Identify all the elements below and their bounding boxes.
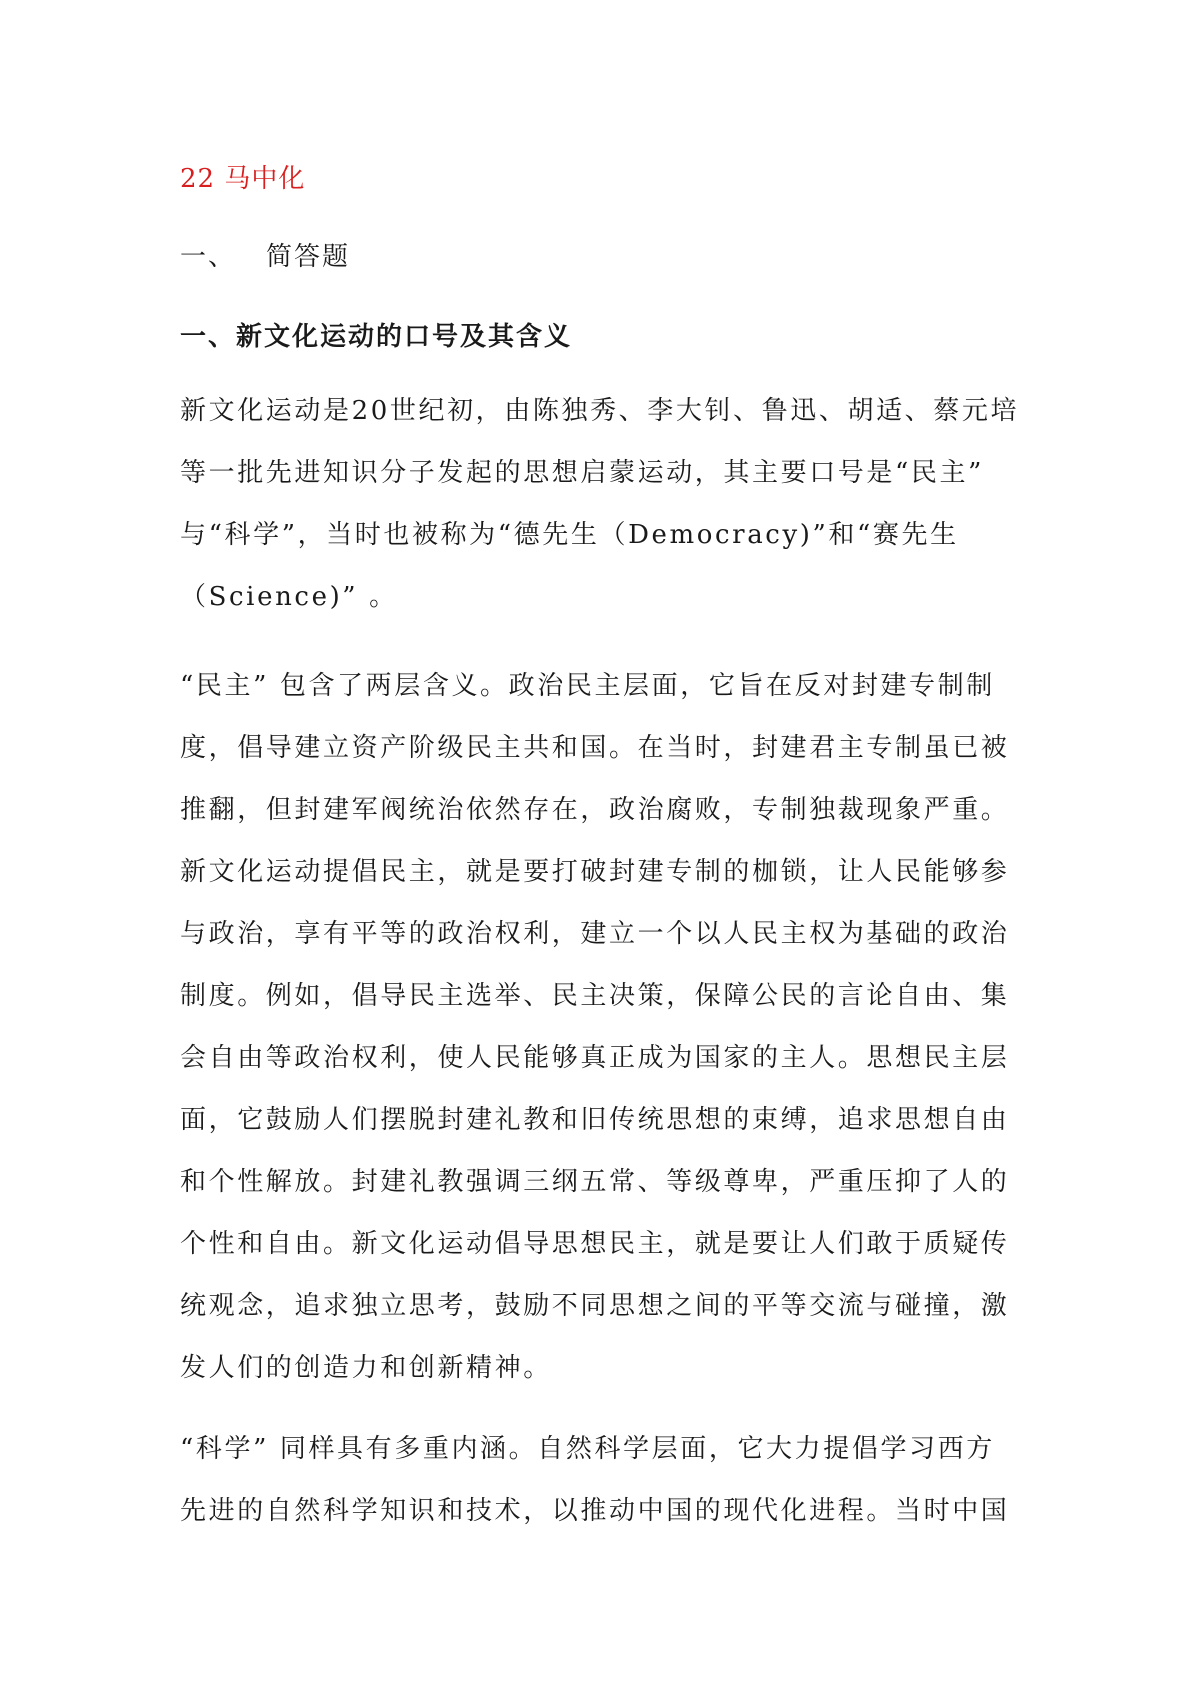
paragraph-line: 推翻，但封建军阀统治依然存在，政治腐败，专制独裁现象严重。 [180, 795, 1010, 825]
paragraph-line: 会自由等政治权利，使人民能够真正成为国家的主人。思想民主层 [180, 1043, 1010, 1073]
paragraph-line: 制度。例如，倡导民主选举、民主决策，保障公民的言论自由、集 [180, 981, 1010, 1011]
section-label [180, 236, 350, 273]
question-heading: 一、新文化运动的口号及其含义 [180, 322, 573, 352]
paragraph-line: 与政治，享有平等的政治权利，建立一个以人民主权为基础的政治 [180, 919, 1010, 949]
paragraph-line: （Science)” 。 [180, 582, 398, 612]
section-number: 一、 [180, 242, 237, 272]
paragraph-line: 和个性解放。封建礼教强调三纲五常、等级尊卑，严重压抑了人的 [180, 1167, 1010, 1197]
section-title: 简答题 [266, 242, 351, 272]
paragraph-line: 新文化运动提倡民主，就是要打破封建专制的枷锁，让人民能够参 [180, 857, 1010, 887]
paragraph-line: “科学” 同样具有多重内涵。自然科学层面，它大力提倡学习西方 [180, 1434, 995, 1464]
paragraph-line: 个性和自由。新文化运动倡导思想民主，就是要让人们敢于质疑传 [180, 1229, 1010, 1259]
author-name: 22 马中化 [180, 164, 306, 194]
paragraph-line: 新文化运动是20世纪初，由陈独秀、李大钊、鲁迅、胡适、蔡元培 [180, 396, 1020, 426]
paragraph-line: “民主” 包含了两层含义。政治民主层面，它旨在反对封建专制制 [180, 671, 995, 701]
paragraph-line: 与“科学”，当时也被称为“德先生（Democracy)”和“赛先生 [180, 520, 959, 550]
paragraph-line: 度，倡导建立资产阶级民主共和国。在当时，封建君主专制虽已被 [180, 733, 1010, 763]
paragraph-line: 先进的自然科学知识和技术，以推动中国的现代化进程。当时中国 [180, 1496, 1010, 1526]
paragraph-intro [180, 380, 1020, 628]
paragraph-line: 面，它鼓励人们摆脱封建礼教和旧传统思想的束缚，追求思想自由 [180, 1105, 1010, 1135]
paragraph-line: 发人们的创造力和创新精神。 [180, 1353, 552, 1383]
paragraph-line: 等一批先进知识分子发起的思想启蒙运动，其主要口号是“民主” [180, 458, 984, 488]
paragraph-democracy [180, 655, 1020, 1399]
paragraph-science [180, 1418, 1020, 1542]
paragraph-line: 统观念，追求独立思考，鼓励不同思想之间的平等交流与碰撞，激 [180, 1291, 1010, 1321]
